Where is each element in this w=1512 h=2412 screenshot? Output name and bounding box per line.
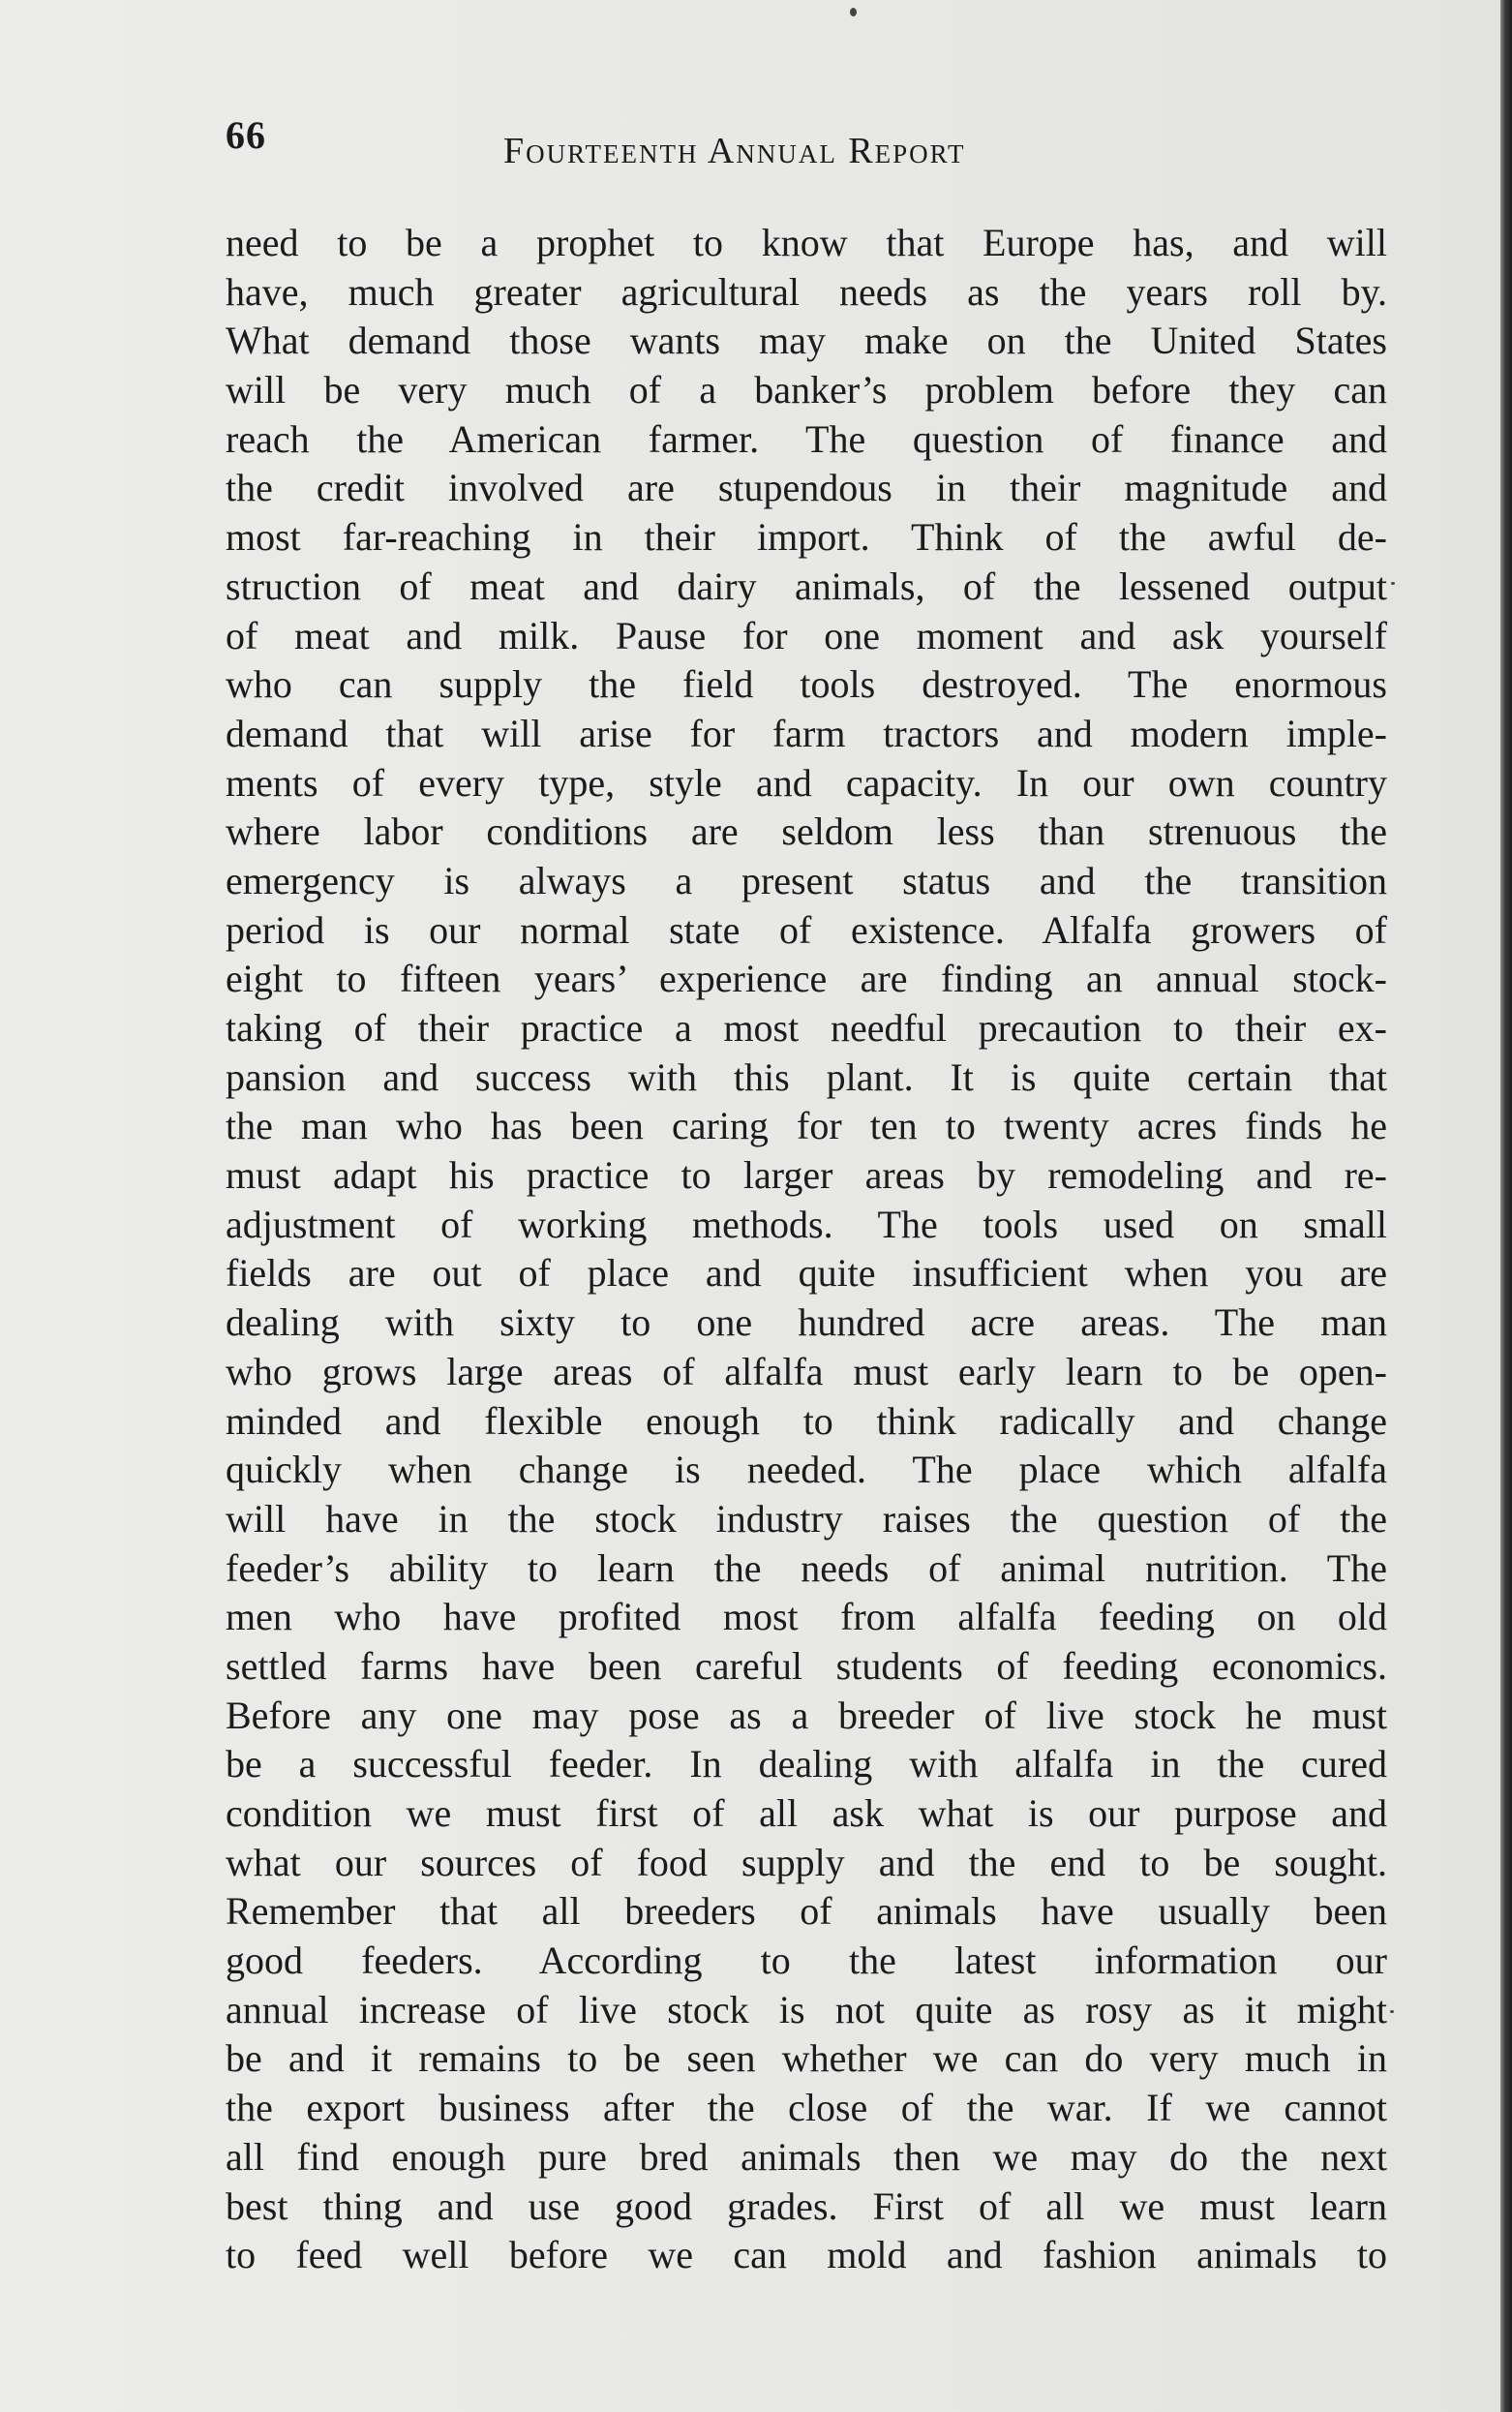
text-line: ments of every type, style and capacity. In our own country	[226, 760, 1387, 805]
text-line: what our sources of food supply and the end to be sought.	[226, 1840, 1387, 1884]
text-line: men who have profited most from alfalfa feeding on old	[226, 1595, 1387, 1639]
text-line: annual increase of live stock is not quite as rosy as it might	[226, 1987, 1387, 2031]
text-line: minded and flexible enough to think radically and change	[226, 1398, 1387, 1443]
text-line: need to be a prophet to know that Europe has, and will	[226, 221, 1387, 264]
text-line: dealing with sixty to one hundred acre areas. The man	[226, 1300, 1387, 1345]
text-line: the credit involved are stupendous in their magnitude and	[226, 466, 1387, 510]
text-line: be and it remains to be seen whether we can do very much in	[226, 2036, 1387, 2081]
text-line: will be very much of a banker’s problem before they can	[226, 368, 1387, 412]
ink-speck	[1391, 582, 1395, 585]
ink-speck	[1390, 2010, 1394, 2013]
text-line: pansion and success with this plant. It is quite certain that	[226, 1054, 1387, 1099]
page-edge-shadow	[1500, 0, 1512, 2412]
text-line: eight to fifteen years’ experience are finding an annual stock-	[226, 957, 1387, 1001]
text-line: adjustment of working methods. The tools used on small	[226, 1202, 1387, 1246]
text-line: who grows large areas of alfalfa must early learn to be open-	[226, 1349, 1387, 1393]
text-line: to feed well before we can mold and fashion animals to	[226, 2233, 1387, 2277]
text-line: have, much greater agricultural needs as the years roll by.	[226, 269, 1387, 314]
text-line: the man who has been caring for ten to twenty acres finds he	[226, 1104, 1387, 1148]
text-line: reach the American farmer. The question of finance and	[226, 416, 1387, 461]
text-line: the export business after the close of the war. If we cannot	[226, 2086, 1387, 2130]
text-line: best thing and use good grades. First of all we must learn	[226, 2183, 1387, 2228]
text-line: taking of their practice a most needful precaution to their ex-	[226, 1006, 1387, 1050]
text-line: period is our normal state of existence. Alfalfa growers of	[226, 907, 1387, 952]
text-line: good feeders. According to the latest information our	[226, 1939, 1387, 1983]
text-line: What demand those wants may make on the United States	[226, 319, 1387, 363]
text-line: Before any one may pose as a breeder of live stock he must	[226, 1693, 1387, 1737]
running-head: Fourteenth Annual Report	[503, 131, 966, 171]
text-line: quickly when change is needed. The place which alfalfa	[226, 1448, 1387, 1492]
text-line: emergency is always a present status and the transition	[226, 858, 1387, 902]
text-line: most far-reaching in their import. Think of the awful de-	[226, 515, 1387, 560]
text-line: feeder’s ability to learn the needs of animal nutrition. The	[226, 1545, 1387, 1590]
page-number: 66	[226, 113, 266, 157]
text-line: struction of meat and dairy animals, of the lessened output	[226, 564, 1387, 608]
text-line: be a successful feeder. In dealing with alfalfa in the cured	[226, 1742, 1387, 1786]
text-line: who can supply the field tools destroyed. The enormous	[226, 662, 1387, 707]
text-line: will have in the stock industry raises the question of the	[226, 1496, 1387, 1541]
body-text	[226, 219, 1387, 2280]
text-line: condition we must first of all ask what is our purpose and	[226, 1791, 1387, 1835]
ink-speck	[850, 8, 857, 16]
text-line: all find enough pure bred animals then we may do the next	[226, 2134, 1387, 2179]
text-line: of meat and milk. Pause for one moment and ask yourself	[226, 613, 1387, 657]
text-line: must adapt his practice to larger areas by remodeling and re-	[226, 1153, 1387, 1198]
text-line: where labor conditions are seldom less than strenuous the	[226, 809, 1387, 854]
text-line: fields are out of place and quite insufficient when you are	[226, 1251, 1387, 1296]
text-line: demand that will arise for farm tractors and modern imple-	[226, 711, 1387, 755]
text-line: Remember that all breeders of animals have usually been	[226, 1889, 1387, 1934]
text-line: settled farms have been careful students of feeding economics.	[226, 1643, 1387, 1688]
